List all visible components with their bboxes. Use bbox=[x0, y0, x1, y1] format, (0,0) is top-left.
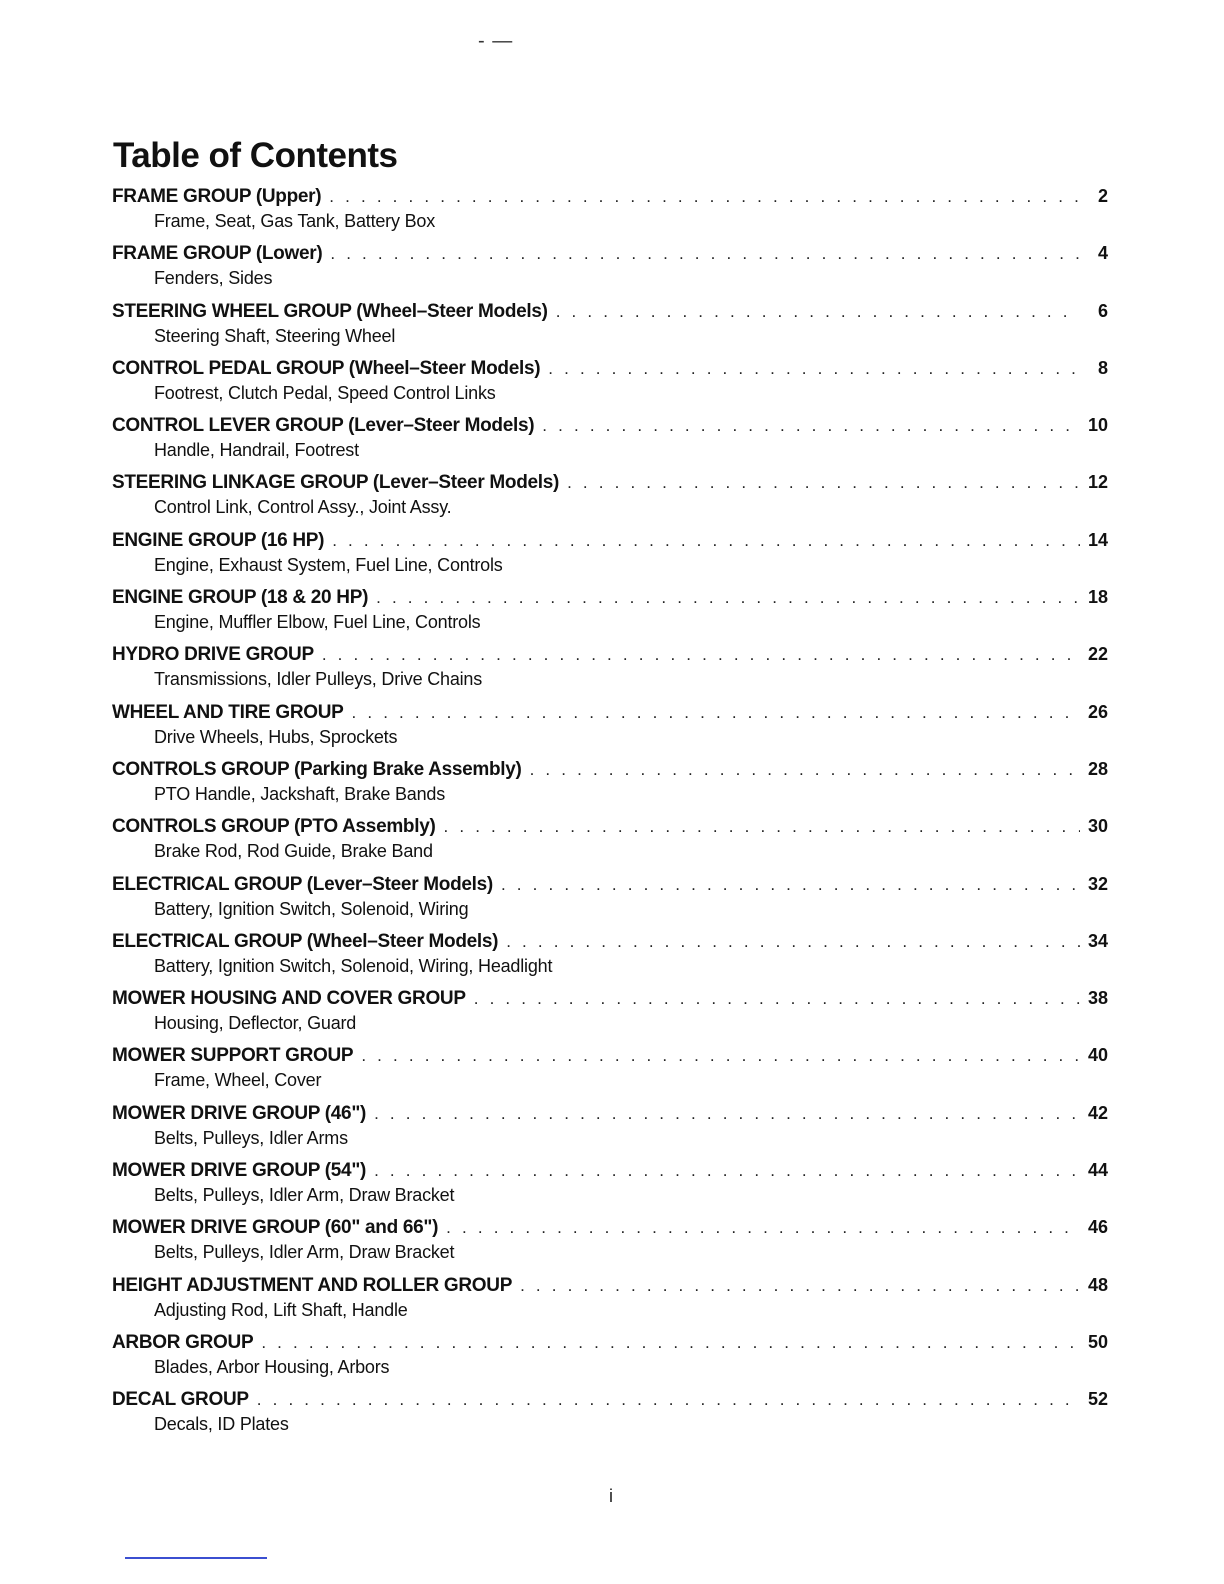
toc-entry-page: 42 bbox=[1087, 1102, 1108, 1123]
toc-entry-page: 46 bbox=[1087, 1217, 1108, 1238]
toc-entry-page: 18 bbox=[1087, 587, 1108, 608]
toc-entry-title: WHEEL AND TIRE GROUP bbox=[112, 701, 344, 723]
toc-entry-title: DECAL GROUP bbox=[112, 1389, 249, 1411]
toc-entry-line bbox=[112, 812, 1108, 840]
toc-entry-title: CONTROLS GROUP (PTO Assembly) bbox=[112, 816, 436, 838]
dot-leader bbox=[374, 1157, 1080, 1185]
toc-entry bbox=[112, 1385, 1108, 1442]
toc-entry-line bbox=[112, 1385, 1108, 1413]
toc-entry-page: 22 bbox=[1087, 644, 1108, 665]
toc-entry-title: MOWER HOUSING AND COVER GROUP bbox=[112, 988, 466, 1010]
dot-leader bbox=[520, 1272, 1080, 1300]
dot-leader bbox=[530, 756, 1080, 784]
dot-leader bbox=[352, 699, 1080, 727]
dot-leader bbox=[506, 928, 1080, 956]
toc-entry-title: STEERING WHEEL GROUP (Wheel–Steer Models) bbox=[112, 300, 548, 322]
toc-entry-page: 12 bbox=[1087, 472, 1108, 493]
dot-leader bbox=[329, 183, 1080, 211]
toc-entry-page: 8 bbox=[1097, 357, 1108, 378]
footer-page-number: i bbox=[609, 1486, 613, 1506]
toc-entry-description: Footrest, Clutch Pedal, Speed Control Links bbox=[154, 382, 496, 403]
toc-entry-title: CONTROL PEDAL GROUP (Wheel–Steer Models) bbox=[112, 357, 541, 379]
toc-entry bbox=[112, 1156, 1108, 1213]
toc-entry-line bbox=[112, 698, 1108, 726]
toc-entry-line bbox=[112, 755, 1108, 783]
toc-entry-line bbox=[112, 239, 1108, 267]
toc-entry-description: Belts, Pulleys, Idler Arm, Draw Bracket bbox=[154, 1242, 455, 1263]
toc-entry bbox=[112, 1099, 1108, 1156]
toc-entry-line bbox=[112, 1156, 1108, 1184]
toc-entry-line bbox=[112, 354, 1108, 382]
toc-entry-title: HEIGHT ADJUSTMENT AND ROLLER GROUP bbox=[112, 1274, 513, 1296]
toc-entry bbox=[112, 812, 1108, 869]
toc-entry-page: 40 bbox=[1087, 1045, 1108, 1066]
toc-entry-title: MOWER DRIVE GROUP (60" and 66") bbox=[112, 1217, 439, 1239]
toc-entry-description: Engine, Exhaust System, Fuel Line, Controls bbox=[154, 554, 503, 575]
toc-entry-page: 34 bbox=[1087, 930, 1108, 951]
toc-entry-line bbox=[112, 1213, 1108, 1241]
toc-entry-description: Belts, Pulleys, Idler Arms bbox=[154, 1127, 348, 1148]
toc-entry-description: Frame, Wheel, Cover bbox=[154, 1070, 322, 1091]
toc-entry-line bbox=[112, 182, 1108, 210]
toc-entry-page: 30 bbox=[1087, 816, 1108, 837]
toc-entry-page: 52 bbox=[1087, 1389, 1108, 1410]
toc-entry bbox=[112, 1041, 1108, 1098]
toc-entry-description: Battery, Ignition Switch, Solenoid, Wiring bbox=[154, 898, 469, 919]
toc-entry-page: 2 bbox=[1097, 186, 1108, 206]
toc-entry bbox=[112, 1271, 1108, 1328]
dot-leader bbox=[322, 641, 1080, 669]
dot-leader bbox=[261, 1329, 1080, 1357]
toc-entry-description: Handle, Handrail, Footrest bbox=[154, 440, 359, 461]
toc-entry-page: 38 bbox=[1087, 988, 1108, 1009]
dot-leader bbox=[446, 1214, 1080, 1242]
toc-entry-title: MOWER SUPPORT GROUP bbox=[112, 1045, 354, 1067]
toc-entry bbox=[112, 297, 1108, 354]
toc-entry-description: Control Link, Control Assy., Joint Assy. bbox=[154, 497, 452, 518]
toc-entry-page: 6 bbox=[1097, 300, 1108, 321]
toc-entry bbox=[112, 354, 1108, 411]
toc-entry-page: 44 bbox=[1087, 1160, 1108, 1181]
toc-entry-line bbox=[112, 468, 1108, 496]
toc-entry-page: 28 bbox=[1087, 758, 1108, 779]
page-title: Table of Contents bbox=[113, 136, 398, 175]
toc-entry-title: HYDRO DRIVE GROUP bbox=[112, 644, 314, 666]
toc-entry-page: 10 bbox=[1087, 415, 1108, 436]
dot-leader bbox=[567, 469, 1080, 497]
dot-leader bbox=[556, 298, 1080, 326]
toc-entry bbox=[112, 927, 1108, 984]
dot-leader bbox=[257, 1386, 1080, 1414]
toc-entry-description: Engine, Muffler Elbow, Fuel Line, Controls bbox=[154, 612, 481, 633]
toc-entry-line bbox=[112, 870, 1108, 898]
toc-entry-line bbox=[112, 640, 1108, 668]
toc-entry-description: Adjusting Rod, Lift Shaft, Handle bbox=[154, 1299, 408, 1320]
dot-leader bbox=[542, 412, 1080, 440]
toc-entry-description: Steering Shaft, Steering Wheel bbox=[154, 325, 396, 346]
dot-leader bbox=[332, 527, 1080, 555]
toc-entry-description: Brake Rod, Rod Guide, Brake Band bbox=[154, 841, 433, 862]
toc-entry-line bbox=[112, 1099, 1108, 1127]
toc-entry-description: Frame, Seat, Gas Tank, Battery Box bbox=[154, 211, 435, 231]
toc-entry-description: Drive Wheels, Hubs, Sprockets bbox=[154, 726, 398, 747]
toc-entry-line bbox=[112, 1271, 1108, 1299]
toc-entry bbox=[112, 1213, 1108, 1270]
toc-entry-title: ENGINE GROUP (18 & 20 HP) bbox=[112, 587, 369, 609]
toc-entry bbox=[112, 1328, 1108, 1385]
toc-entry-title: ENGINE GROUP (16 HP) bbox=[112, 529, 325, 551]
dot-leader bbox=[548, 355, 1080, 383]
toc-entry-title: CONTROLS GROUP (Parking Brake Assembly) bbox=[112, 758, 522, 780]
toc-entry bbox=[112, 698, 1108, 755]
toc-entry bbox=[112, 468, 1108, 525]
toc-entry bbox=[112, 239, 1108, 296]
toc-entry-description: Blades, Arbor Housing, Arbors bbox=[154, 1356, 390, 1377]
toc-entry-description: Belts, Pulleys, Idler Arm, Draw Bracket bbox=[154, 1185, 455, 1206]
toc-entry-title: CONTROL LEVER GROUP (Lever–Steer Models) bbox=[112, 415, 535, 437]
dot-leader bbox=[330, 240, 1080, 268]
toc-entry-title: FRAME GROUP (Upper) bbox=[112, 186, 322, 207]
dot-leader bbox=[361, 1042, 1080, 1070]
toc-entry-description: Housing, Deflector, Guard bbox=[154, 1013, 357, 1034]
toc-entry-page: 26 bbox=[1087, 701, 1108, 722]
toc-entry-line bbox=[112, 583, 1108, 611]
toc-entry-title: FRAME GROUP (Lower) bbox=[112, 243, 323, 265]
toc-entry-line bbox=[112, 297, 1108, 325]
toc-entry-page: 14 bbox=[1087, 529, 1108, 550]
toc-entry bbox=[112, 984, 1108, 1041]
toc-entry-line bbox=[112, 1328, 1108, 1356]
dot-leader bbox=[474, 985, 1080, 1013]
dot-leader bbox=[501, 871, 1080, 899]
toc-entry bbox=[112, 182, 1108, 239]
dot-leader bbox=[374, 1100, 1080, 1128]
dot-leader bbox=[376, 584, 1080, 612]
toc-list bbox=[112, 182, 1108, 1443]
toc-entry bbox=[112, 640, 1108, 697]
dot-leader bbox=[444, 813, 1080, 841]
toc-entry-description: Transmissions, Idler Pulleys, Drive Chains bbox=[154, 669, 483, 690]
footer-rule bbox=[125, 1557, 267, 1559]
toc-entry bbox=[112, 411, 1108, 468]
toc-entry bbox=[112, 755, 1108, 812]
toc-entry-page: 48 bbox=[1087, 1274, 1108, 1295]
toc-entry-description: Battery, Ignition Switch, Solenoid, Wiring, Headlight bbox=[154, 955, 553, 976]
header-mark: - — bbox=[478, 30, 514, 52]
toc-entry-line bbox=[112, 1041, 1108, 1069]
toc-entry bbox=[112, 870, 1108, 927]
toc-entry-title: STEERING LINKAGE GROUP (Lever–Steer Models) bbox=[112, 472, 560, 494]
toc-entry-page: 32 bbox=[1087, 873, 1108, 894]
toc-entry-description: PTO Handle, Jackshaft, Brake Bands bbox=[154, 783, 446, 804]
toc-entry-line bbox=[112, 411, 1108, 439]
toc-entry-title: MOWER DRIVE GROUP (46") bbox=[112, 1102, 367, 1124]
toc-entry-title: ARBOR GROUP bbox=[112, 1331, 254, 1353]
toc-entry bbox=[112, 526, 1108, 583]
toc-entry-description: Fenders, Sides bbox=[154, 268, 273, 289]
toc-entry-page: 4 bbox=[1097, 243, 1108, 264]
toc-entry-page: 50 bbox=[1087, 1331, 1108, 1352]
toc-entry bbox=[112, 583, 1108, 640]
toc-entry-line bbox=[112, 526, 1108, 554]
toc-entry-description: Decals, ID Plates bbox=[154, 1414, 289, 1435]
toc-entry-title: ELECTRICAL GROUP (Lever–Steer Models) bbox=[112, 873, 493, 895]
toc-entry-title: MOWER DRIVE GROUP (54") bbox=[112, 1160, 367, 1182]
toc-entry-line bbox=[112, 984, 1108, 1012]
toc-entry-title: ELECTRICAL GROUP (Wheel–Steer Models) bbox=[112, 930, 499, 952]
toc-entry-line bbox=[112, 927, 1108, 955]
